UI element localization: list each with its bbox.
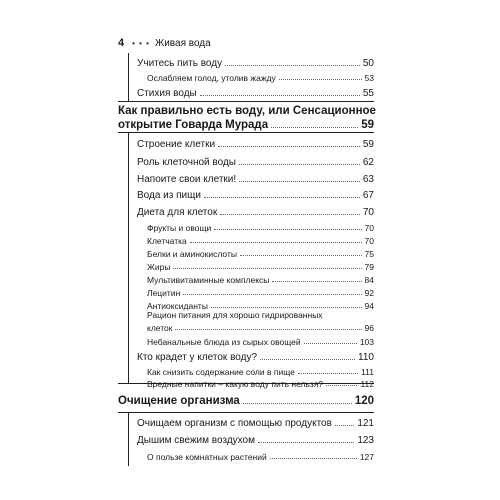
toc-entry[interactable]: [137, 432, 374, 446]
toc-entry-page: 70: [362, 207, 374, 218]
toc-entry-page: 112: [360, 379, 374, 389]
toc-entry-title: Очищаем организм с помощью продуктов: [137, 418, 332, 429]
toc-entry-page: 84: [364, 275, 374, 285]
dot-leader: [243, 403, 352, 404]
chapter-entry[interactable]: [118, 117, 374, 131]
dot-leader: [279, 79, 362, 80]
toc-subentry[interactable]: [147, 258, 374, 272]
toc-entry-title: Вода из пищи: [137, 190, 201, 201]
dot-leader: [272, 281, 361, 282]
toc-subentry[interactable]: [147, 219, 374, 233]
section-rule-vertical: [128, 132, 129, 383]
toc-subentry[interactable]: [147, 284, 374, 298]
dot-leader: [183, 294, 361, 295]
toc-entry[interactable]: [137, 187, 374, 201]
toc-entry-title: О пользе комнатных растений: [147, 452, 267, 462]
toc-entry-page: 79: [364, 262, 374, 272]
toc-entry-title: Антиоксиданты: [147, 301, 208, 311]
chapter-entry[interactable]: [118, 393, 374, 407]
toc-subentry[interactable]: [147, 333, 374, 347]
toc-entry-title: Как снизить содержание соли в пище: [147, 367, 295, 377]
toc-entry-page: 94: [364, 301, 374, 311]
toc-entry-title: Диета для клеток: [137, 207, 218, 218]
toc-entry-title: Клетчатка: [147, 236, 187, 246]
chapter-page: 120: [354, 395, 374, 407]
toc-subentry[interactable]: [147, 319, 374, 333]
dot-leader: [175, 329, 361, 330]
page-number: 4: [118, 37, 125, 49]
toc-entry-title: Учитесь пить воду: [137, 58, 223, 69]
dot-leader: [258, 442, 354, 443]
dot-leader: [218, 146, 360, 147]
dot-leader: [200, 95, 360, 96]
chapter-title-line2: открытие Говарда Мурада: [118, 119, 269, 131]
ornament-dots: • • •: [132, 38, 150, 48]
chapter-title: Очищение организма: [118, 395, 240, 407]
toc-entry-page: 123: [357, 435, 374, 446]
dot-leader: [239, 164, 360, 165]
section-rule-vertical: [128, 412, 129, 466]
dot-leader: [204, 197, 360, 198]
toc-entry-page: 75: [364, 249, 374, 259]
toc-entry-page: 53: [364, 73, 374, 83]
toc-entry[interactable]: [137, 204, 374, 218]
toc-entry-page: 55: [362, 88, 374, 99]
toc-entry-title: Небанальные блюда из сырых овощей: [147, 337, 301, 347]
dot-leader: [271, 127, 358, 128]
toc-subentry-title-line1[interactable]: Рацион питания для хорошо гидрированных: [147, 310, 323, 320]
toc-entry[interactable]: [137, 136, 374, 150]
toc-entry-page: 111: [361, 367, 374, 377]
chapter-page: 59: [361, 119, 374, 131]
toc-entry-page: 59: [362, 139, 374, 150]
dot-leader: [304, 343, 357, 344]
toc-entry-title: Стихия воды: [137, 88, 197, 99]
toc-entry[interactable]: [137, 154, 374, 168]
toc-entry-page: 70: [364, 223, 374, 233]
toc-entry[interactable]: [137, 55, 374, 69]
dot-leader: [240, 255, 362, 256]
book-title: Живая вода: [154, 37, 211, 49]
toc-entry-title: Фрукты и овощи: [147, 223, 212, 233]
toc-entry-page: 63: [362, 174, 374, 185]
toc-entry[interactable]: [137, 415, 374, 429]
dot-leader: [173, 268, 361, 269]
toc-entry-title: Ослабляем голод, утолив жажду: [147, 73, 276, 83]
toc-entry-page: 70: [364, 236, 374, 246]
toc-entry-page: 92: [364, 288, 374, 298]
dot-leader: [260, 359, 355, 360]
dot-leader: [298, 373, 358, 374]
toc-entry[interactable]: [137, 171, 374, 185]
toc-subentry[interactable]: [147, 375, 374, 389]
toc-entry-title: Жиры: [147, 262, 171, 272]
toc-subentry[interactable]: [147, 448, 374, 462]
toc-subentry[interactable]: [147, 245, 374, 259]
toc-subentry[interactable]: [147, 232, 374, 246]
toc-entry-page: 96: [364, 323, 374, 333]
toc-entry-page: 110: [358, 352, 374, 363]
section-divider: [118, 101, 374, 102]
toc-entry-title: Мультивитаминные комплексы: [147, 275, 270, 285]
toc-entry-page: 121: [357, 418, 374, 429]
dot-leader: [270, 458, 357, 459]
toc-entry-title: Лецитин: [147, 288, 181, 298]
dot-leader: [326, 385, 357, 386]
section-divider: [118, 132, 374, 133]
toc-entry-title: Вредные напитки – какую воду пить нельзя?: [147, 379, 324, 389]
dot-leader: [220, 214, 360, 215]
dot-leader: [214, 229, 361, 230]
section-divider: [118, 412, 374, 413]
toc-entry-title: Строение клетки: [137, 139, 216, 150]
toc-entry[interactable]: [137, 85, 374, 99]
toc-entry-page: 103: [359, 337, 374, 347]
toc-entry-page: 67: [362, 190, 374, 201]
toc-subentry[interactable]: [147, 69, 374, 83]
toc-entry-title: Роль клеточной воды: [137, 157, 236, 168]
toc-subentry[interactable]: [147, 271, 374, 285]
toc-entry-title: Кто крадет у клеток воду?: [137, 352, 258, 363]
toc-entry-page: 127: [359, 452, 374, 462]
toc-entry-page: 62: [362, 157, 374, 168]
dot-leader: [335, 425, 354, 426]
section-rule-vertical: [128, 53, 129, 101]
toc-entry[interactable]: [137, 349, 374, 363]
toc-entry-title: Напоите свои клетки!: [137, 174, 237, 185]
toc-entry-title: Дышим свежим воздухом: [137, 435, 255, 446]
dot-leader: [225, 65, 360, 66]
dot-leader: [190, 242, 362, 243]
toc-entry-title: Белки и аминокислоты: [147, 249, 237, 259]
dot-leader: [239, 181, 360, 182]
toc-entry-page: 50: [362, 58, 374, 69]
toc-entry-title-line2: клеток: [147, 323, 173, 333]
chapter-title-line1[interactable]: Как правильно есть воду, или Сенсационное: [118, 105, 376, 117]
